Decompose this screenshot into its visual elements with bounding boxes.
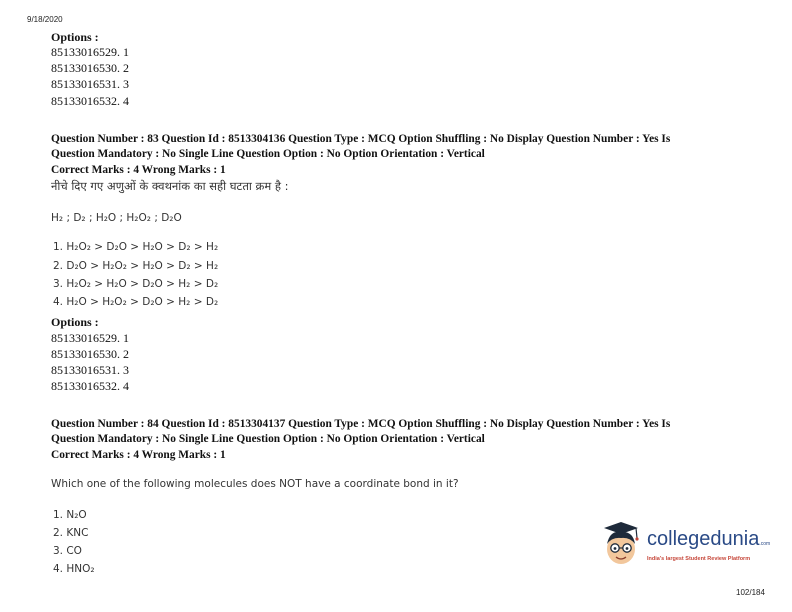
- answer-choice: 3. CO: [53, 545, 82, 557]
- option-id: 85133016531. 3: [51, 363, 129, 377]
- question-meta-line2: Question Mandatory : No Single Line Question Option : No Option Orientation : Vertical: [51, 148, 485, 160]
- question-meta-line1: Question Number : 84 Question Id : 8513304137 Question Type : MCQ Option Shuffling : No Display Question Number : Yes Is: [51, 418, 671, 430]
- answer-choice: 4. HNO₂: [53, 563, 95, 575]
- page-number: 102/184: [736, 588, 765, 597]
- option-id: 85133016532. 4: [51, 379, 129, 393]
- question-text-hindi: नीचे दिए गए अणुओं के क्वथनांक का सही घटता क्रम है :: [51, 179, 289, 193]
- option-id: 85133016531. 3: [51, 77, 129, 91]
- logo-suffix: .com: [759, 541, 771, 547]
- option-id: 85133016530. 2: [51, 61, 129, 75]
- option-id: 85133016529. 1: [51, 331, 129, 345]
- answer-choice: 3. H₂O₂ > H₂O > D₂O > H₂ > D₂: [53, 278, 219, 290]
- answer-choice: 2. D₂O > H₂O₂ > H₂O > D₂ > H₂: [53, 260, 219, 272]
- answer-choice: 4. H₂O > H₂O₂ > D₂O > H₂ > D₂: [53, 296, 219, 308]
- question-marks: Correct Marks : 4 Wrong Marks : 1: [51, 449, 226, 461]
- collegedunia-logo: [600, 520, 770, 570]
- option-id: 85133016530. 2: [51, 347, 129, 361]
- question-text: Which one of the following molecules does NOT have a coordinate bond in it?: [51, 478, 459, 490]
- logo-name: collegedunia: [647, 528, 760, 550]
- molecule-list: H₂ ; D₂ ; H₂O ; H₂O₂ ; D₂O: [51, 212, 182, 224]
- answer-choice: 1. H₂O₂ > D₂O > H₂O > D₂ > H₂: [53, 241, 219, 253]
- option-id: 85133016529. 1: [51, 45, 129, 59]
- option-id: 85133016532. 4: [51, 94, 129, 108]
- logo-tagline: India's largest Student Review Platform: [647, 556, 751, 562]
- options-label: Options :: [51, 315, 99, 329]
- answer-choice: 2. KNC: [53, 527, 89, 539]
- print-date: 9/18/2020: [27, 15, 63, 24]
- options-label: Options :: [51, 30, 99, 44]
- mascot-icon: [600, 520, 642, 568]
- question-meta-line1: Question Number : 83 Question Id : 8513304136 Question Type : MCQ Option Shuffling : No Display Question Number : Yes Is: [51, 133, 671, 145]
- question-meta-line2: Question Mandatory : No Single Line Question Option : No Option Orientation : Vertical: [51, 433, 485, 445]
- answer-choice: 1. N₂O: [53, 509, 87, 521]
- question-marks: Correct Marks : 4 Wrong Marks : 1: [51, 164, 226, 176]
